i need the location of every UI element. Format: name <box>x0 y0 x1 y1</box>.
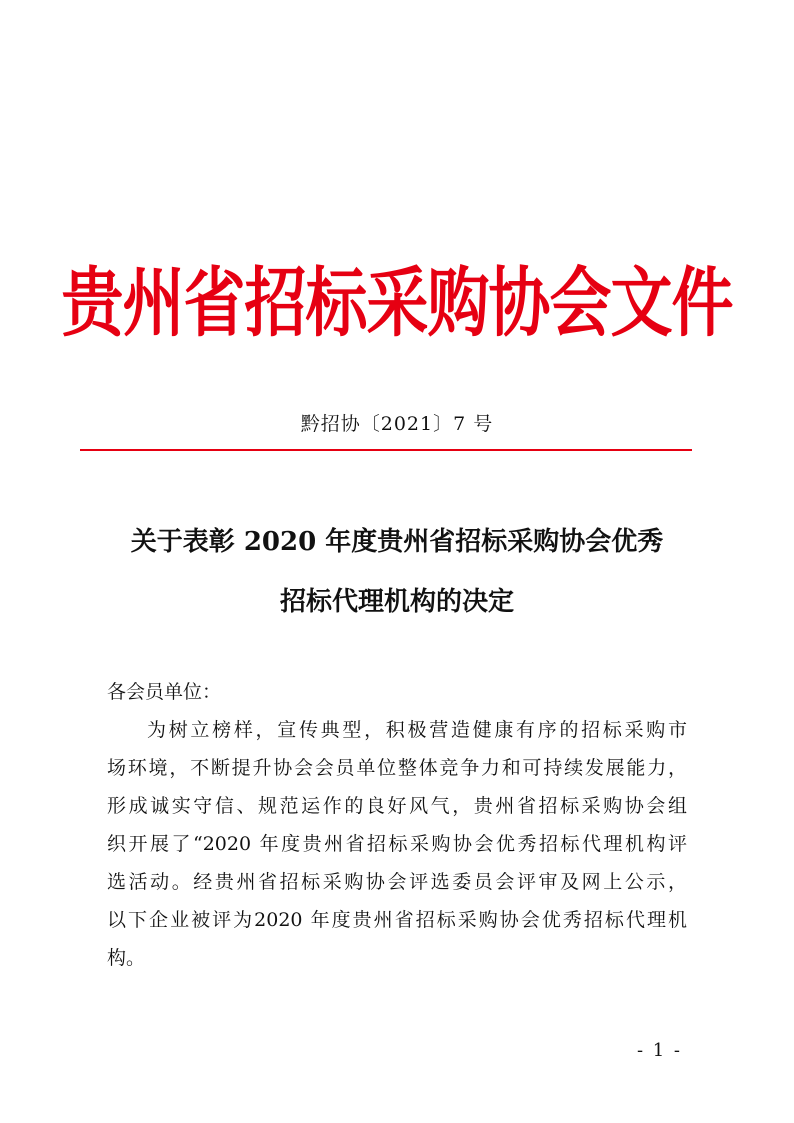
body-paragraph-line: 选活动。经贵州省招标采购协会评选委员会评审及网上公示， <box>107 871 687 893</box>
body-paragraph-line: 场环境，不断提升协会会员单位整体竞争力和可持续发展能力， <box>107 757 687 779</box>
red-separator-line <box>80 449 692 451</box>
body-paragraph-line: 形成诚实守信、规范运作的良好风气，贵州省招标采购协会组 <box>107 795 687 817</box>
body-paragraph-line: 织开展了“2020 年度贵州省招标采购协会优秀招标代理机构评 <box>107 833 687 855</box>
document-title-line-1: 关于表彰 2020 年度贵州省招标采购协会优秀 <box>130 527 664 557</box>
document-number: 黔招协〔2021〕7 号 <box>300 413 494 435</box>
body-paragraph-line: 为树立榜样，宣传典型，积极营造健康有序的招标采购市 <box>147 719 687 741</box>
salutation: 各会员单位： <box>107 681 222 703</box>
page-number: - 1 - <box>636 1040 682 1061</box>
masthead-title: 贵州省招标采购协会文件 <box>61 258 733 348</box>
body-paragraph-line: 以下企业被评为2020 年度贵州省招标采购协会优秀招标代理机 <box>107 909 687 931</box>
document-title-line-2: 招标代理机构的决定 <box>279 587 514 617</box>
body-paragraph-line: 构。 <box>107 947 146 969</box>
